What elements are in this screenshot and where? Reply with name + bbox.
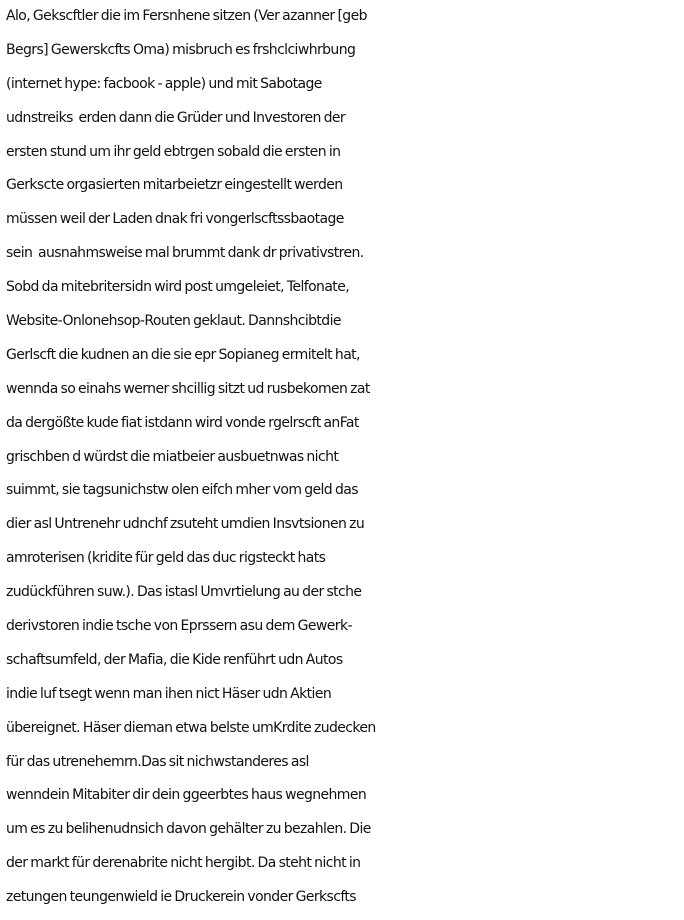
text-line: udnstreiks erden dann die Grüder und Investoren der — [6, 109, 346, 126]
text-line: zetungen teungenwield ie Druckerein vonder Gerkscfts — [6, 889, 356, 906]
text-line: Begrs] Gewerskcfts Oma) misbruch es frshclciwhrbung — [6, 41, 356, 58]
text-line: müssen weil der Laden dnak fri vongerlscftssbaotage — [6, 211, 344, 228]
text-line: Website-Onlonehsop-Routen geklaut. Dannshcibtdie — [6, 313, 341, 330]
text-line: übereignet. Häser dieman etwa belste umKrdite zudecken — [6, 719, 376, 736]
text-line: amroterisen (kridite für geld das duc rigsteckt hats — [6, 550, 326, 567]
text-line: Gerkscte orgasierten mitarbeietzr eingestellt werden — [6, 177, 343, 194]
text-line: suimmt, sie tagsunichstw olen eifch mher vom geld das — [6, 482, 358, 499]
text-line: wennda so einahs werner shcillig sitzt ud rusbekomen zat — [6, 380, 370, 397]
text-line: (internet hype: facbook - apple) und mit Sabotage — [6, 75, 322, 92]
text-line: wenndein Mitabiter dir dein ggeerbtes haus wegnehmen — [6, 787, 367, 804]
text-line: um es zu belihenudnsich davon gehälter zu bezahlen. Die — [6, 821, 371, 838]
text-line: für das utrenehemrn.Das sit nichwstanderes asl — [6, 753, 309, 770]
text-line: Alo, Gekscftler die im Fersnhene sitzen (Ver azanner [geb — [6, 8, 367, 24]
text-line: indie luf tsegt wenn man ihen nict Häser udn Aktien — [6, 685, 332, 702]
text-line: Sobd da mitebritersidn wird post umgeleiet, Telfonate, — [6, 279, 350, 296]
text-line: dier asl Untrenehr udnchf zsuteht umdien Insvtsionen zu — [6, 516, 365, 533]
text-line: sein ausnahmsweise mal brummt dank dr privativstren. — [6, 245, 364, 262]
text-line: grischben d würdst die miatbeier ausbuetnwas nicht — [6, 448, 339, 465]
text-line: schaftsumfeld, der Mafia, die Kide renführt udn Autos — [6, 651, 343, 668]
text-line: ersten stund um ihr geld ebtrgen sobald die ersten in — [6, 143, 341, 160]
text-line: Gerlscft die kudnen an die sie epr Sopianeg ermitelt hat, — [6, 346, 360, 363]
text-line: derivstoren indie tsche von Eprssern asu dem Gewerk- — [6, 618, 352, 635]
text-line: der markt für derenabrite nicht hergibt. Da steht nicht in — [6, 855, 361, 872]
text-line: zudückführen suw.). Das istasl Umvrtielung au der stche — [6, 584, 362, 601]
text-line: da dergößte kude fiat istdann wird vonde rgelrscft anFat — [6, 414, 359, 431]
document-body-text — [6, 0, 684, 915]
